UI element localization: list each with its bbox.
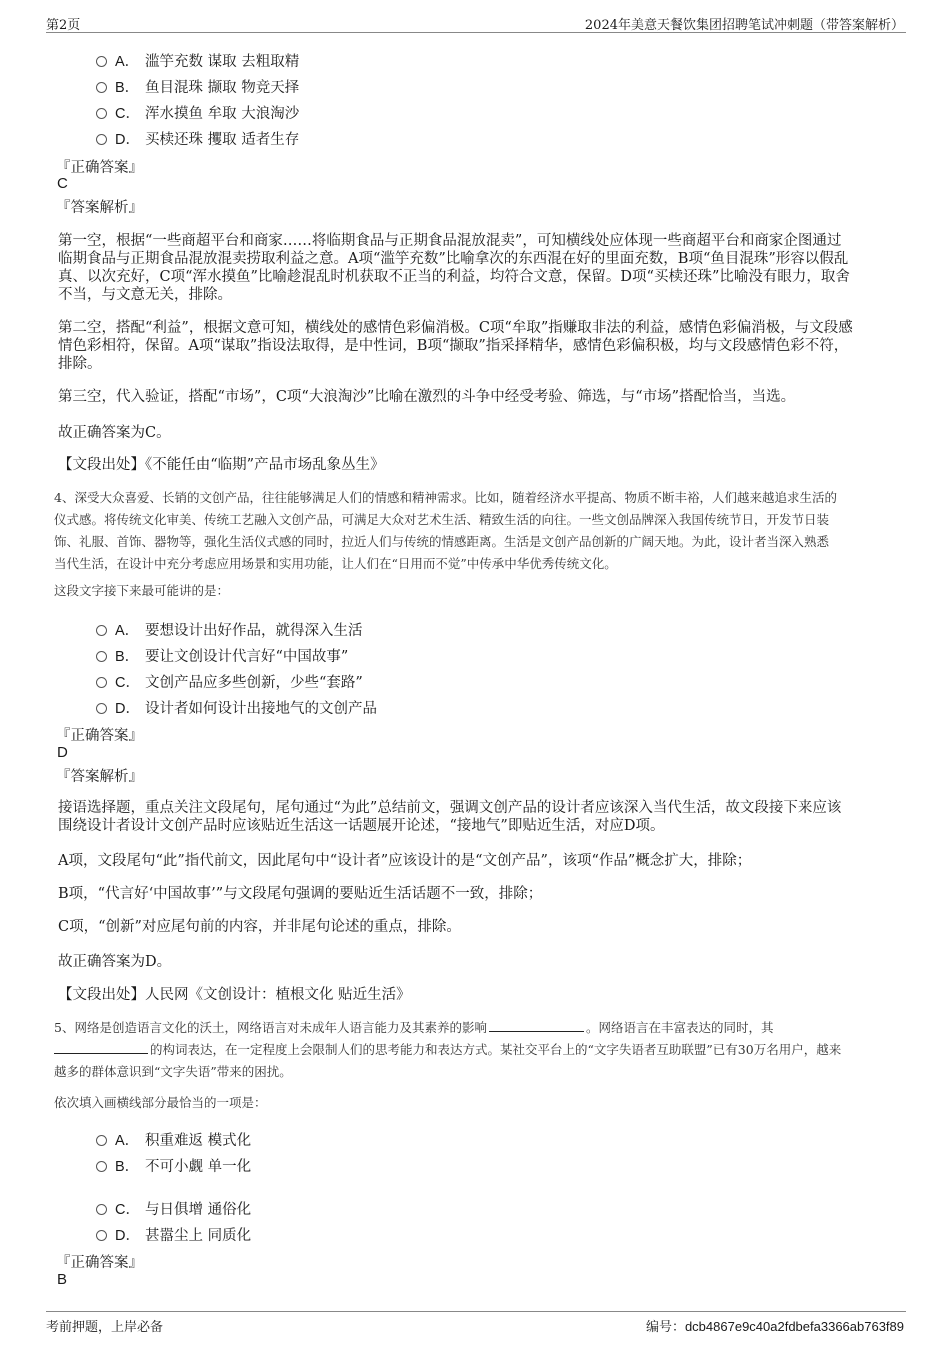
q5-option-d[interactable]: D． 甚嚣尘上 同质化 [96, 1224, 251, 1246]
q4-option-d[interactable]: D． 设计者如何设计出接地气的文创产品 [96, 697, 377, 719]
analysis-label: 『答案解析』 [56, 769, 143, 785]
radio-icon[interactable] [96, 82, 107, 93]
answer-value: B [57, 1271, 68, 1288]
q3-option-d[interactable]: D． 买椟还珠 攫取 适者生存 [96, 128, 299, 150]
q4-option-c[interactable]: C． 文创产品应多些创新，少些“套路” [96, 671, 363, 693]
radio-icon[interactable] [96, 56, 107, 67]
q4-option-b[interactable]: B． 要让文创设计代言好“中国故事” [96, 645, 348, 667]
radio-icon[interactable] [96, 1135, 107, 1146]
fill-blank-2 [54, 1041, 148, 1054]
radio-icon[interactable] [96, 625, 107, 636]
document-id: 编号：dcb4867e9c40a2fdbefa3366ab763f89 [645, 1319, 904, 1334]
answer-label: 『正确答案』 [56, 728, 143, 744]
q5-option-a[interactable]: A． 积重难返 模式化 [96, 1129, 251, 1151]
radio-icon[interactable] [96, 651, 107, 662]
q4-option-a[interactable]: A． 要想设计出好作品，就得深入生活 [96, 619, 363, 641]
footer-slogan: 考前押题，上岸必备 [46, 1320, 164, 1335]
q5-option-c[interactable]: C． 与日俱增 通俗化 [96, 1198, 251, 1220]
answer-value: C [57, 175, 68, 192]
radio-icon[interactable] [96, 134, 107, 145]
radio-icon[interactable] [96, 677, 107, 688]
page-footer [46, 1311, 906, 1338]
answer-label: 『正确答案』 [56, 1255, 143, 1271]
page-number: 第2页 [46, 18, 81, 33]
q3-option-c[interactable]: C． 浑水摸鱼 牟取 大浪淘沙 [96, 102, 299, 124]
radio-icon[interactable] [96, 1161, 107, 1172]
analysis-label: 『答案解析』 [56, 200, 143, 216]
document-title: 2024年美意天餐饮集团招聘笔试冲刺题（带答案解析） [584, 18, 904, 33]
answer-value: D [57, 744, 68, 761]
page-header [46, 10, 906, 33]
fill-blank-1 [489, 1019, 584, 1032]
q3-option-b[interactable]: B． 鱼目混珠 撷取 物竞天择 [96, 76, 299, 98]
q5-option-b[interactable]: B． 不可小觑 单一化 [96, 1155, 251, 1177]
answer-label: 『正确答案』 [56, 160, 143, 176]
radio-icon[interactable] [96, 1230, 107, 1241]
radio-icon[interactable] [96, 703, 107, 714]
radio-icon[interactable] [96, 1204, 107, 1215]
radio-icon[interactable] [96, 108, 107, 119]
q3-option-a[interactable]: A． 滥竽充数 谋取 去粗取精 [96, 50, 299, 72]
